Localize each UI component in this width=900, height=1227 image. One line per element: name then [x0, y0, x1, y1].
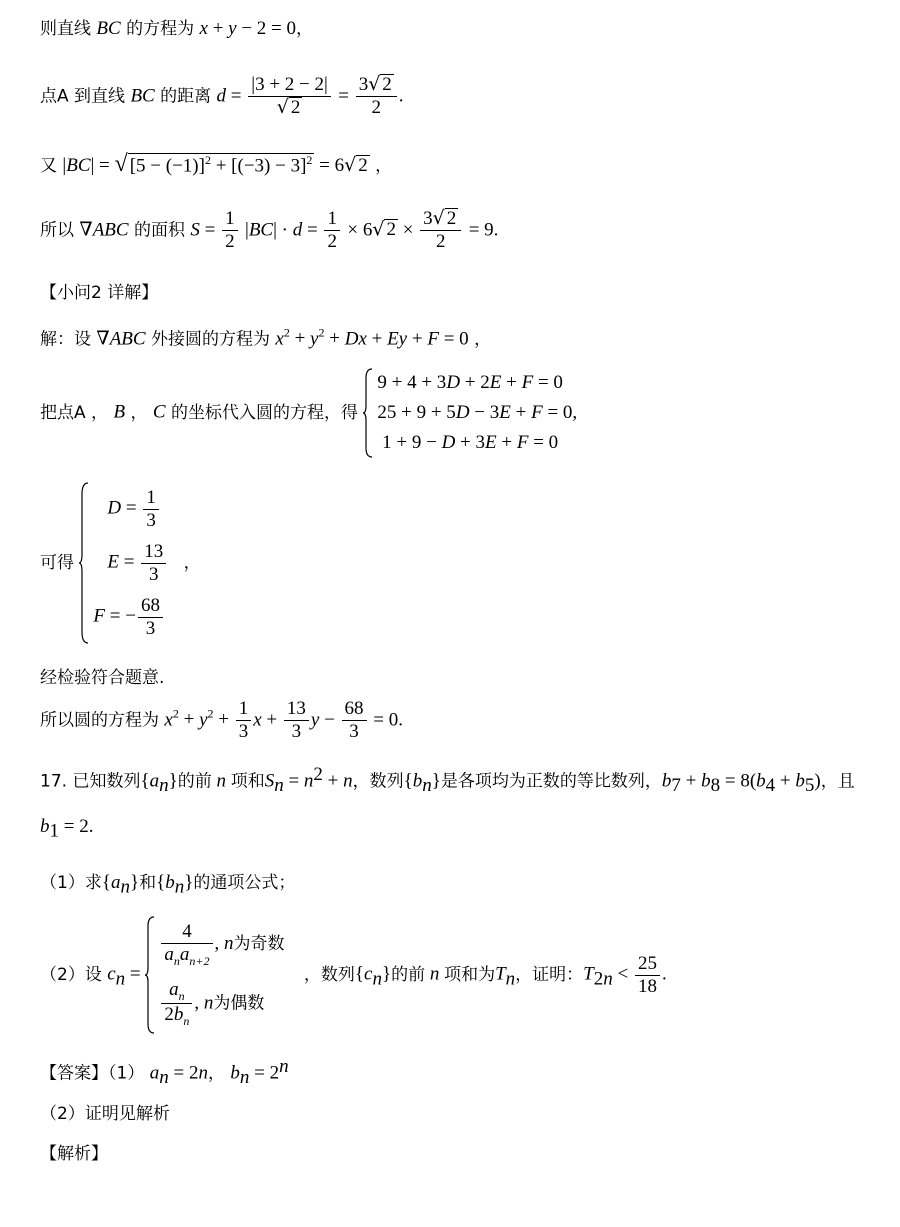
piecewise-definition: $\frac{4}{a_na_{n+2}}$ , n为奇数 $\frac{a_n}{2b_n}$ , n为偶数: [145, 916, 284, 1034]
brace-icon: [363, 368, 373, 458]
solution-system: D = $\frac{1}{3}$ E = $\frac{13}{3}$ F = − $\frac{68}{3}$: [79, 482, 168, 644]
question-part-1: （1）求$\{a_n\}$和$\{b_n\}$的通项公式；: [40, 872, 296, 898]
line-substitution-system: 把点A ， B ， C 的坐标代入圆的方程，得 9 + 4 + 3D + 2E + F = 0 25 + 9 + 5D − 3E + F = 0, 1 + 9 − D + 3E + F = 0: [40, 368, 577, 458]
section-heading-q2: 【小问2 详解】: [40, 283, 159, 303]
line-area: 所以 ∇ABC 的面积 S = $\frac{1}{2}$ |BC| · d = $\frac{1}{2}$ × 6√ 2 × $\frac{3√ 2}{2}$ = 9.: [40, 207, 499, 252]
line-bc-equation: 则直线 BC 的方程为 x + y − 2 = 0，: [40, 18, 314, 39]
line-bc-length: 又 |BC| = √ $[5 - (-1)]^2 + [(-3) - 3]^2 = 6√$ 2 ，: [40, 151, 393, 177]
line-circle-result: 所以圆的方程为 $x^2 + y^2$ + $\frac{1}{3}$ x + $\frac{13}{3}$ y − $\frac{68}{3}$ = 0.: [40, 698, 403, 742]
question-17: 17. 已知数列$\{a_n\}$的前 n 项和$S_n = n^2 + n$，数列$\{b_n\}$是各项均为正数的等比数列，$b_7 + b_8 = 8(b_4 + b_5)$，且: [40, 764, 855, 797]
question-17-cont: $b_1 = 2$.: [40, 816, 94, 842]
line-distance: 点A 到直线 BC 的距离 d = $\frac{|3 + 2 - 2|}{√ 2}$ = $\frac{3√ 2}{2}$ .: [40, 73, 404, 118]
question-part-2: （2）设 $c_n$ = $\frac{4}{a_na_{n+2}}$ , n为奇数 $\frac{a_n}{2b_n}$ , n为偶数 ，数列$\{c_n\}$的前 n 项和为$T_n$，证明：$T_{2n}$ < $\frac{25}{18}$ .: [40, 916, 667, 1034]
answer-part-2: （2）证明见解析: [40, 1104, 170, 1124]
line-verify: 经检验符合题意.: [40, 668, 165, 688]
analysis-heading: 【解析】: [40, 1144, 108, 1164]
brace-icon: [145, 916, 155, 1034]
distance-fraction: $\frac{|3 + 2 - 2|}{√ 2}$: [248, 74, 331, 119]
answer-line: 【答案】（1） $a_n = 2n$， $b_n = 2^n$: [40, 1056, 289, 1089]
brace-icon: [79, 482, 89, 644]
line-solution-system: 可得 D = $\frac{1}{3}$ E = $\frac{13}{3}$ F = − $\frac{68}{3}$ ，: [40, 482, 201, 644]
line-circle-setup: 解：设 ∇ABC 外接圆的方程为 $x^2 + y^2 + Dx + Ey + F = 0$ ，: [40, 326, 492, 350]
equation-system: 9 + 4 + 3D + 2E + F = 0 25 + 9 + 5D − 3E + F = 0, 1 + 9 − D + 3E + F = 0: [363, 368, 577, 458]
